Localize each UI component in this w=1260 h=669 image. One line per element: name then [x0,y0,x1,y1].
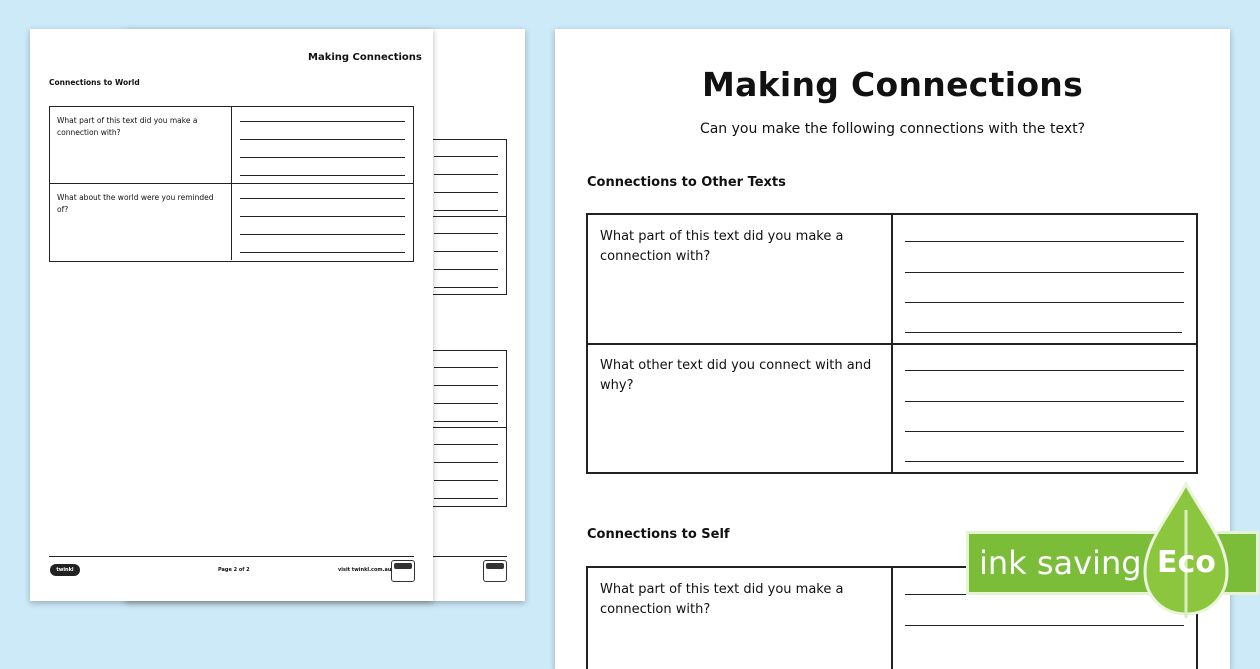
table-row [426,428,506,505]
answer-line [434,498,498,499]
question-text: What about the world were you reminded of? [57,193,214,214]
question-cell [588,568,893,669]
table-row [426,217,506,293]
answer-line[interactable] [905,272,1184,273]
answer-line [434,367,498,368]
back-page-answer-table-2 [425,350,507,507]
answer-line[interactable] [905,370,1184,371]
section-heading-self: Connections to Self [587,527,730,542]
footer-rule [425,556,507,557]
answer-line [434,480,498,481]
answer-line[interactable] [240,139,405,140]
answer-line[interactable] [240,157,405,158]
footer-stamp-icon [483,560,507,582]
answer-line[interactable] [905,461,1184,462]
question-text: What other text did you connect with and why? [600,358,872,393]
worksheet-page-2 [30,29,433,601]
table-row [426,351,506,428]
answer-line[interactable] [905,241,1184,242]
page-title: Making Connections [308,52,422,63]
answer-line [434,269,498,270]
answer-line[interactable] [240,175,405,176]
answer-line [434,156,498,157]
answer-line [434,421,498,422]
answer-line[interactable] [905,625,1184,626]
answer-line [434,251,498,252]
answer-line [434,462,498,463]
page-subtitle: Can you make the following connections with the text? [699,121,1086,137]
back-page-answer-table-1 [425,139,507,295]
answer-line [434,210,498,211]
table-row [588,345,1196,472]
answer-line[interactable] [240,216,405,217]
answer-line[interactable] [240,234,405,235]
answer-line [434,287,498,288]
question-table [49,106,414,262]
question-text: What part of this text did you make a connection with? [57,116,198,137]
section-heading-other-texts: Connections to Other Texts [587,175,786,190]
question-cell [588,345,893,472]
answer-line[interactable] [905,332,1182,333]
table-row [50,107,413,184]
footer-site: visit twinkl.com.au [338,567,392,573]
answer-line[interactable] [905,401,1184,402]
answer-line[interactable] [905,431,1184,432]
answer-line[interactable] [240,252,405,253]
question-cell [588,215,893,343]
answer-line[interactable] [240,198,405,199]
answer-line [434,385,498,386]
ink-saving-label: ink saving [979,544,1142,582]
question-table-other-texts [586,213,1198,474]
page-title: Making Connections [701,65,1084,104]
answer-line[interactable] [240,121,405,122]
answer-line [434,174,498,175]
table-row [588,215,1196,345]
answer-line [434,444,498,445]
page-number: Page 2 of 2 [218,567,250,573]
answer-line [434,192,498,193]
table-row [426,140,506,217]
answer-line [434,403,498,404]
eco-tag: Eco [1157,545,1216,580]
question-text: What part of this text did you make a connection with? [600,582,844,617]
question-text: What part of this text did you make a connection with? [600,229,844,264]
answer-line[interactable] [905,302,1184,303]
footer-stamp-icon [391,560,415,582]
footer-rule [49,556,414,557]
question-cell [50,107,232,183]
answer-line [434,233,498,234]
twinkl-logo: twinkl [50,564,80,576]
section-heading: Connections to World [49,78,140,87]
question-cell [50,184,232,260]
table-row [50,184,413,260]
